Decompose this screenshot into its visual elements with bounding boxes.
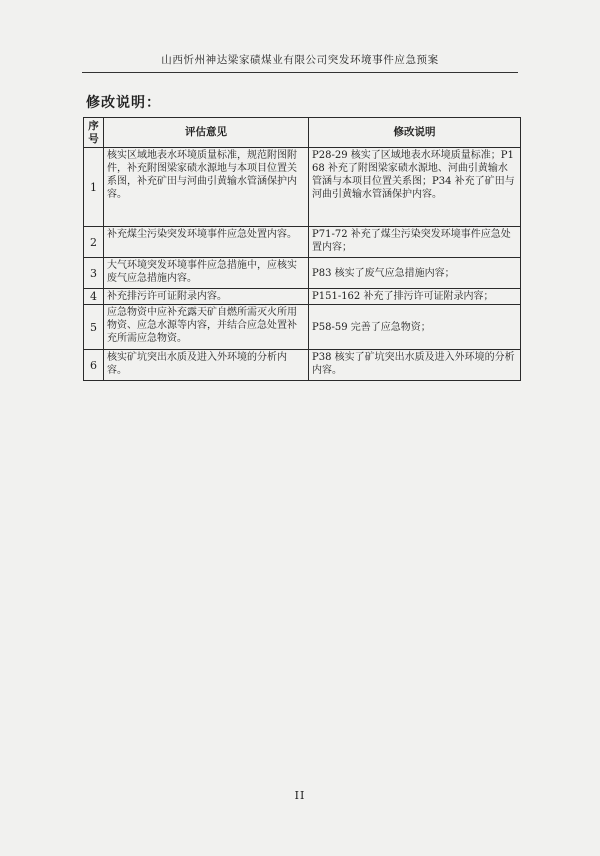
table-row — [84, 258, 521, 289]
row-opinion: 核实矿坑突出水质及进入外环境的分析内容。 — [104, 350, 309, 381]
row-explanation: P28-29 核实了区域地表水环境质量标准；P168 补充了附图梁家碛水源地、河曲引黄输水管涵与本项目位置关系图；P34 补充了矿田与河曲引黄输水管涵保护内容。 — [309, 148, 521, 227]
row-number: 1 — [84, 148, 104, 227]
page-number: II — [294, 789, 306, 802]
table-row — [84, 148, 521, 227]
row-explanation: P71-72 补充了煤尘污染突发环境事件应急处置内容； — [309, 227, 521, 258]
row-number: 6 — [84, 350, 104, 381]
table-row — [84, 350, 521, 381]
row-explanation: P58-59 完善了应急物资； — [309, 305, 521, 350]
table-row — [84, 227, 521, 258]
row-explanation: P83 核实了废气应急措施内容； — [309, 258, 521, 289]
revision-table — [83, 117, 521, 381]
row-opinion: 核实区域地表水环境质量标准，规范附图附件，补充附图梁家碛水源地与本项目位置关系图，补充矿田与河曲引黄输水管涵保护内容。 — [104, 148, 309, 227]
column-header-opinion: 评估意见 — [104, 118, 309, 148]
page-header-title: 山西忻州神达梁家碛煤业有限公司突发环境事件应急预案 — [161, 54, 439, 66]
row-number: 2 — [84, 227, 104, 258]
section-heading: 修改说明： — [86, 95, 161, 111]
row-opinion: 补充排污许可证附录内容。 — [104, 289, 309, 305]
row-number: 3 — [84, 258, 104, 289]
row-explanation: P38 核实了矿坑突出水质及进入外环境的分析内容。 — [309, 350, 521, 381]
row-number: 5 — [84, 305, 104, 350]
table-header-row — [84, 118, 521, 148]
row-number: 4 — [84, 289, 104, 305]
row-opinion: 大气环境突发环境事件应急措施中，应核实废气应急措施内容。 — [104, 258, 309, 289]
row-explanation: P151-162 补充了排污许可证附录内容； — [309, 289, 521, 305]
row-opinion: 应急物资中应补充露天矿自燃所需灭火所用物资、应急水源等内容，并结合应急处置补充所需应急物资。 — [104, 305, 309, 350]
row-opinion: 补充煤尘污染突发环境事件应急处置内容。 — [104, 227, 309, 258]
table-row — [84, 289, 521, 305]
column-header-explanation: 修改说明 — [309, 118, 521, 148]
table-row — [84, 305, 521, 350]
column-header-no: 序号 — [84, 118, 104, 148]
header-divider — [82, 72, 518, 73]
